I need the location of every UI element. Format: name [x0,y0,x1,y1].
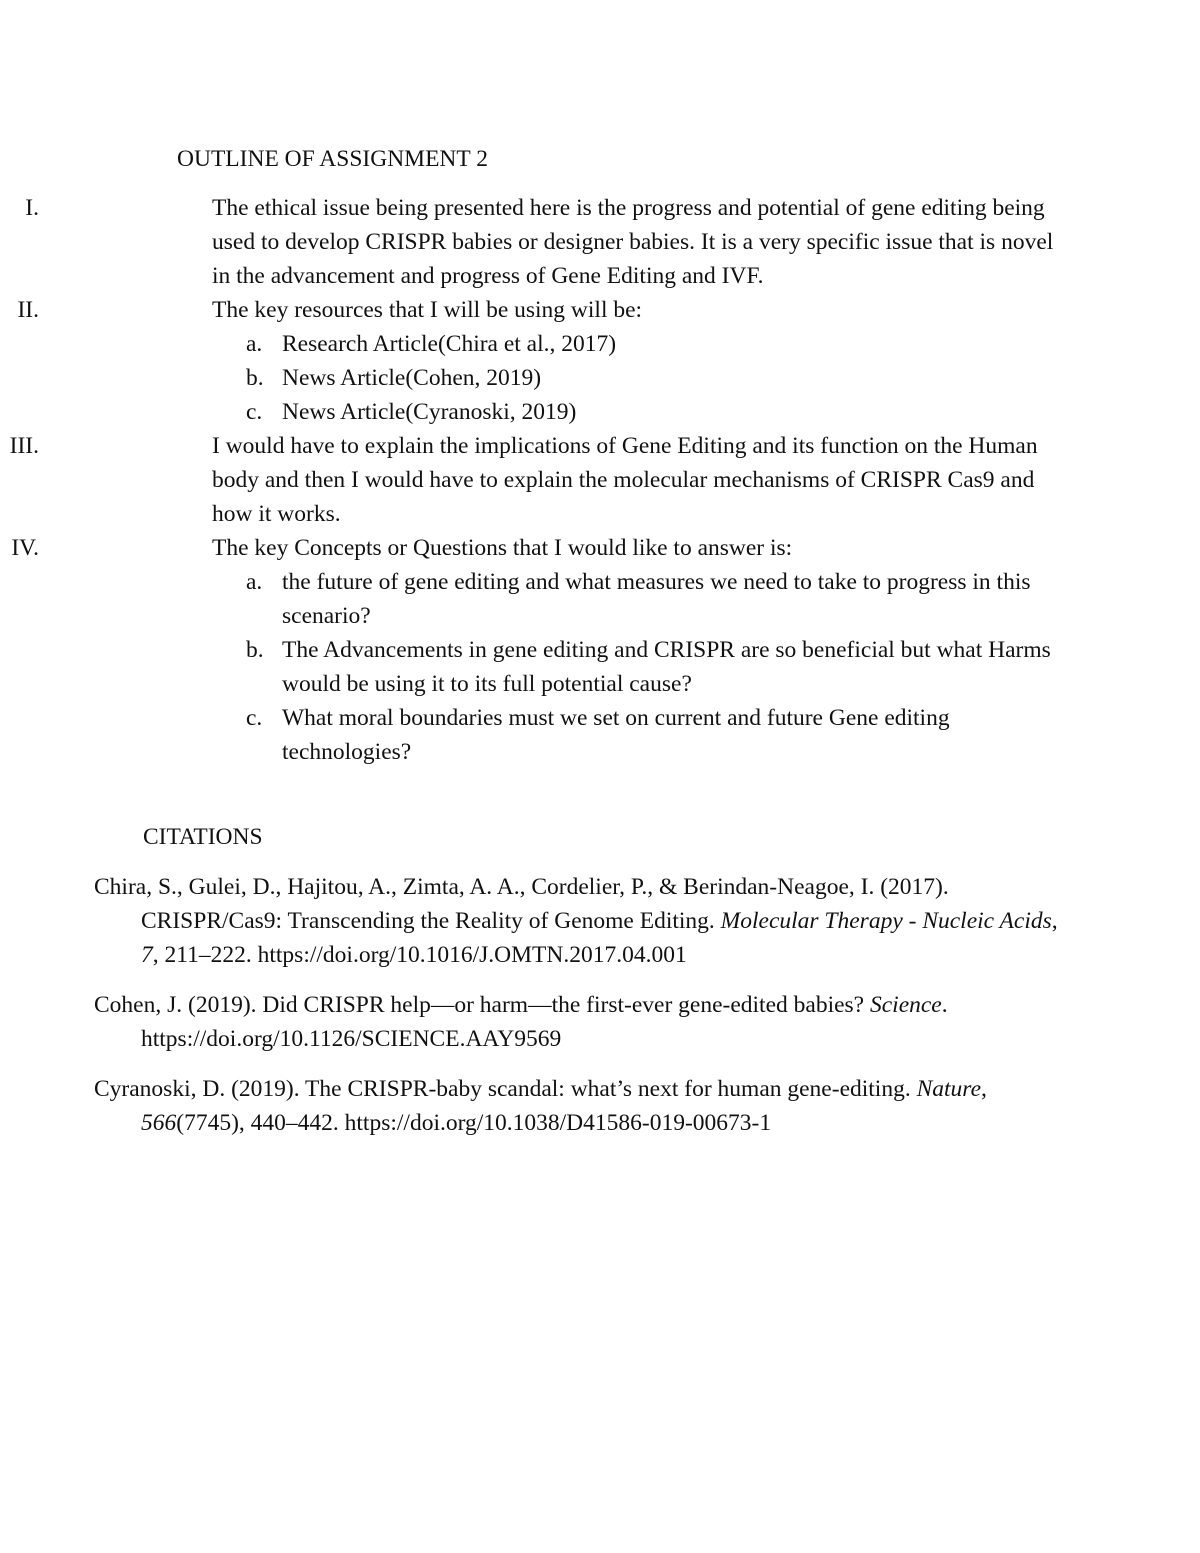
sub-letter: b. [246,365,264,391]
outline-number: I. [25,195,39,221]
sub-item-2b [0,361,1062,395]
sub-letter: a. [246,569,263,595]
outline-item-2 [0,293,1062,327]
sub-letter: c. [246,399,263,425]
citation-separator: , [981,1076,987,1102]
citation-journal: Nature [916,1076,982,1102]
outline-text: The ethical issue being presented here is the progress and potential of gene editing being used to develop CRISPR babies or designer babies. It is a very specific issue that is novel in the advancement and progress of Gene Editing and IVF. [212,195,1054,289]
sub-text: The Advancements in gene editing and CRISPR are so beneficial but what Harms would be using it to its full potential cause? [282,637,1051,697]
citations-heading: CITATIONS [143,824,263,850]
sub-letter: a. [246,331,263,357]
outline-text: The key Concepts or Questions that I would like to answer is: [212,535,793,561]
outline-number: II. [17,297,39,323]
sub-letter: c. [246,705,263,731]
outline-text: I would have to explain the implications of Gene Editing and its function on the Human body and then I would have to explain the molecular mechanisms of CRISPR Cas9 and how it works. [212,433,1038,527]
citation-rest: , 211–222. https://doi.org/10.1016/J.OMTN.2017.04.001 [152,942,687,968]
citation-rest: (7745), 440–442. https://doi.org/10.1038/D41586-019-00673-1 [176,1110,772,1136]
sub-item-2a [0,327,1062,361]
citation-lead: Cohen, J. (2019). Did CRISPR help—or harm—the first-ever gene-edited babies? [94,992,870,1018]
outline-item-1 [0,191,1062,293]
sub-text: the future of gene editing and what measures we need to take to progress in this scenario? [282,569,1031,629]
outline-item-3 [0,429,1062,531]
outline-item-4 [0,531,1062,565]
citation-cohen [94,988,1074,1056]
citation-journal: Science [869,992,942,1018]
citation-chira [94,870,1074,972]
citation-volume: 566 [141,1110,177,1136]
sub-item-4a [0,565,1062,633]
citation-list [94,870,1074,1156]
citation-journal: Molecular Therapy - Nucleic Acids [720,908,1052,934]
sub-letter: b. [246,637,264,663]
sub-item-4b [0,633,1062,701]
sub-text: Research Article(Chira et al., 2017) [282,331,617,357]
citation-lead: Chira, S., Gulei, D., Hajitou, A., Zimta, A. A., Cordelier, P., & Berindan-Neagoe, I. (2017). CRISPR/Cas9: Transcending the Reality of Genome Editing. [94,874,949,934]
outline-text: The key resources that I will be using will be: [212,297,643,323]
sub-item-4c [0,701,1062,769]
sub-text: News Article(Cohen, 2019) [282,365,542,391]
sub-text: News Article(Cyranoski, 2019) [282,399,577,425]
citation-cyranoski [94,1072,1074,1140]
outline-list [0,191,1200,769]
sub-text: What moral boundaries must we set on current and future Gene editing technologies? [282,705,950,765]
citation-volume: 7 [141,942,153,968]
document-title: OUTLINE OF ASSIGNMENT 2 [177,146,488,172]
outline-number: IV. [11,535,39,561]
citation-separator: , [1051,908,1058,934]
outline-number: III. [9,433,39,459]
sub-item-2c [0,395,1062,429]
citation-rest: . https://doi.org/10.1126/SCIENCE.AAY9569 [141,992,948,1052]
citation-lead: Cyranoski, D. (2019). The CRISPR-baby scandal: what’s next for human gene-editing. [94,1076,917,1102]
